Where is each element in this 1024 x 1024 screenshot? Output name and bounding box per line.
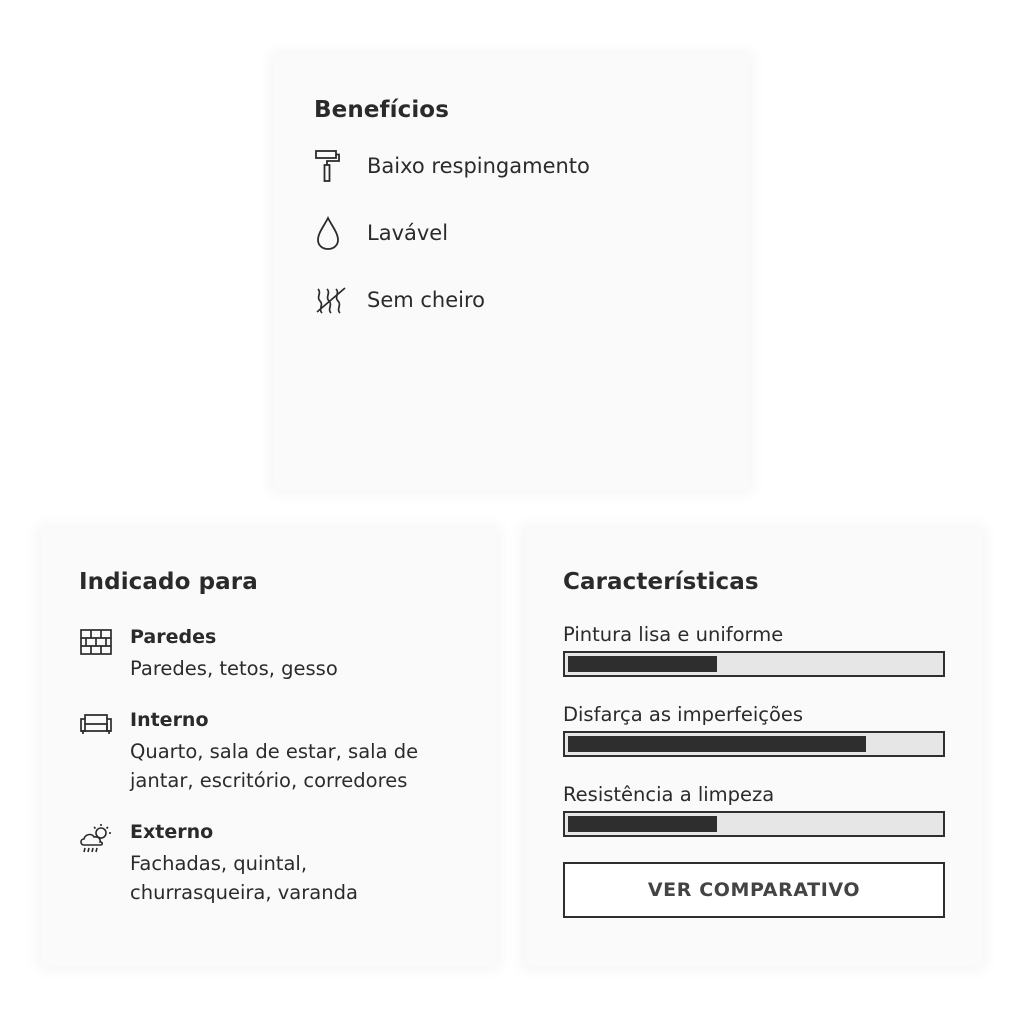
indicado-para-card: [41, 529, 497, 966]
benefit-item-sem-cheiro: [314, 280, 714, 320]
indicado-para-title: Indicado para: [79, 569, 258, 595]
weather-cloud-sun-rain-icon: [79, 823, 115, 857]
feature-disfarca-imperfeicoes: [563, 704, 945, 757]
beneficios-card: [274, 55, 749, 490]
feature-rating-fill: [568, 816, 717, 832]
feature-rating-bar: [563, 731, 945, 757]
benefit-item-lavavel: [314, 213, 714, 253]
caracteristicas-card: [525, 529, 982, 966]
use-description: Quarto, sala de estar, sala de jantar, escritório, corredores: [130, 740, 419, 792]
use-title: Interno: [130, 709, 209, 731]
use-title: Paredes: [130, 626, 217, 648]
beneficios-title: Benefícios: [314, 97, 450, 123]
benefit-item-baixo-respingamento: [314, 146, 714, 186]
ver-comparativo-button[interactable]: VER COMPARATIVO: [563, 862, 945, 918]
brick-wall-icon: [79, 628, 115, 662]
water-drop-icon: [314, 215, 350, 251]
benefit-label: Sem cheiro: [367, 288, 486, 312]
use-description: Fachadas, quintal, churrasqueira, varanda: [130, 852, 358, 904]
feature-rating-bar: [563, 811, 945, 837]
feature-label: Disfarça as imperfeições: [563, 703, 804, 726]
use-description: Paredes, tetos, gesso: [130, 657, 338, 680]
feature-rating-bar: [563, 651, 945, 677]
benefit-label: Lavável: [367, 221, 449, 245]
use-title: Externo: [130, 821, 214, 843]
sofa-icon: [79, 711, 115, 745]
feature-label: Pintura lisa e uniforme: [563, 623, 784, 646]
feature-rating-fill: [568, 736, 866, 752]
benefit-label: Baixo respingamento: [367, 154, 590, 178]
feature-rating-fill: [568, 656, 717, 672]
caracteristicas-title: Características: [563, 569, 759, 595]
paint-roller-icon: [314, 148, 350, 184]
feature-pintura-lisa: [563, 624, 945, 677]
feature-resistencia-limpeza: [563, 784, 945, 837]
odor-waves-icon: [314, 282, 350, 318]
feature-label: Resistência a limpeza: [563, 783, 775, 806]
